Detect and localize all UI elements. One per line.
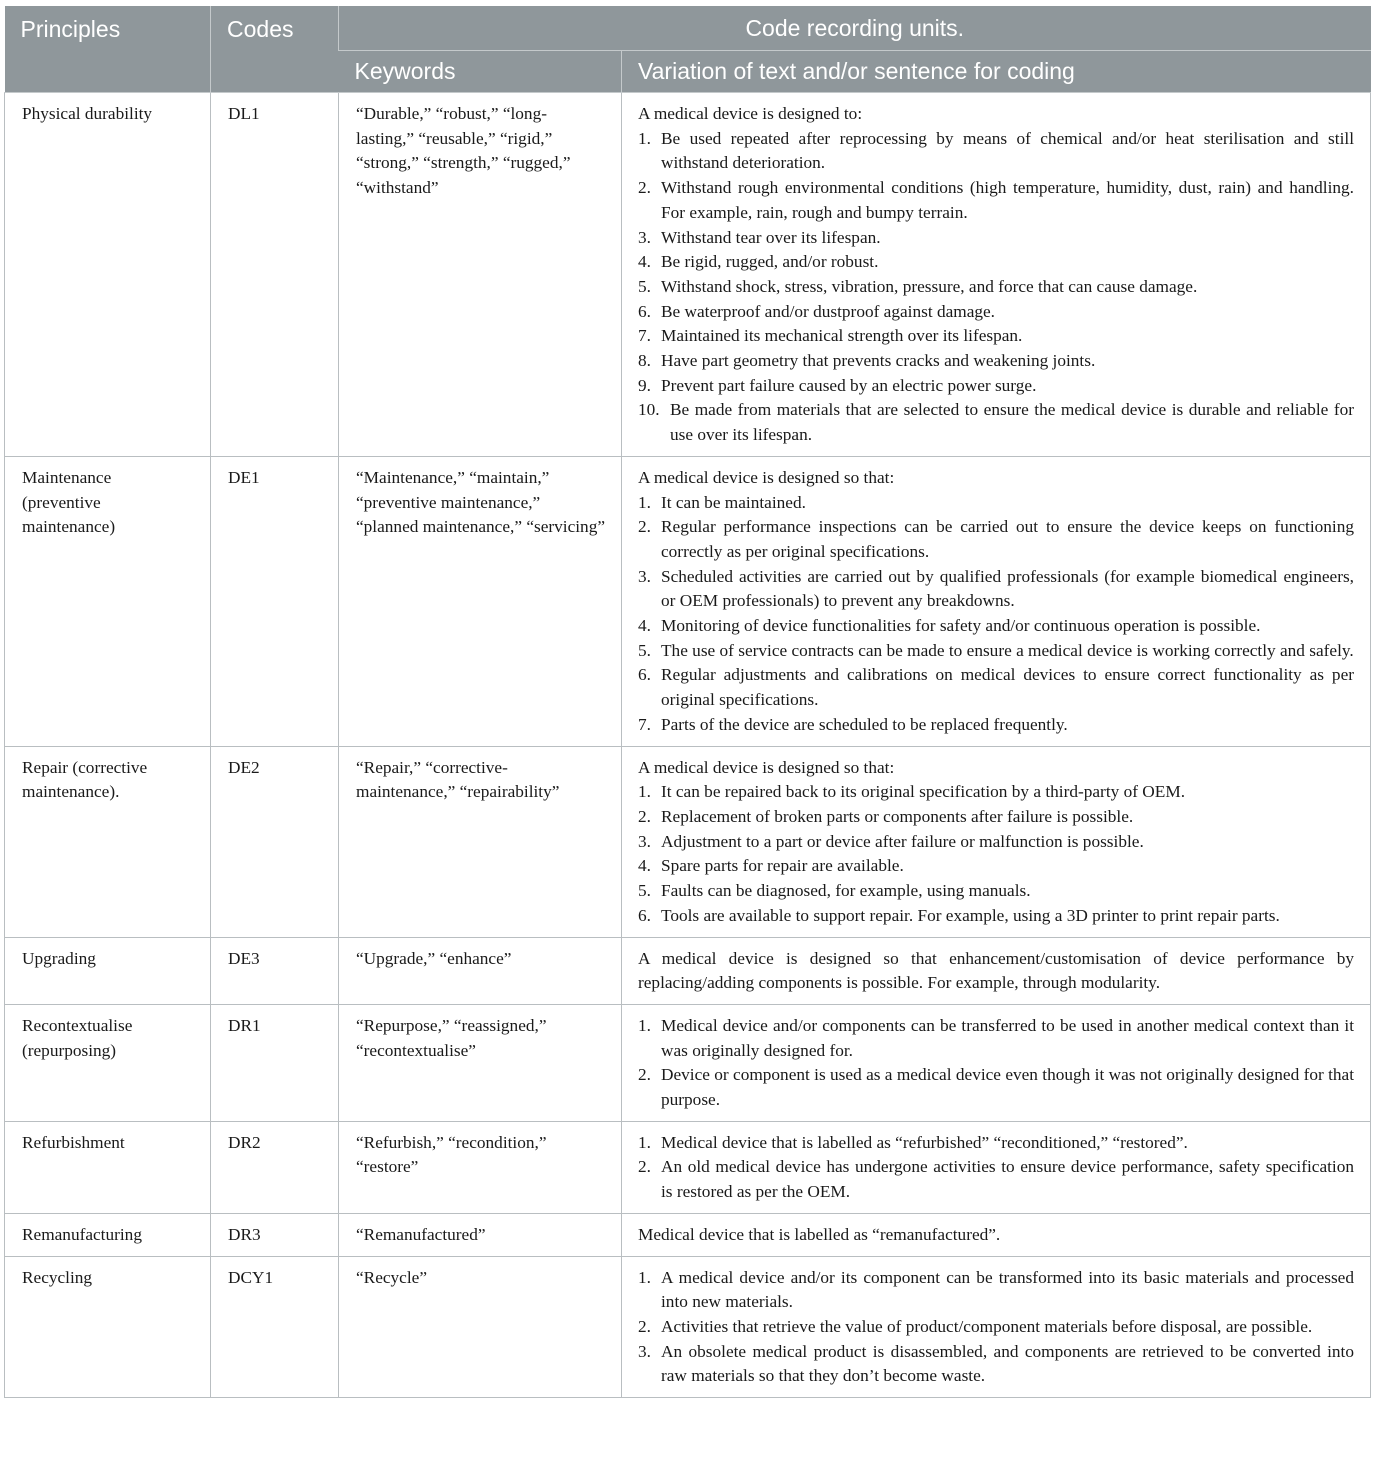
keywords-cell: “Upgrade,” “enhance”: [339, 937, 622, 1004]
list-item-text: Prevent part failure caused by an electric power surge.: [661, 375, 1037, 395]
table-row: [5, 746, 1371, 937]
keywords-cell: “Repair,” “corrective-maintenance,” “repairability”: [339, 746, 622, 937]
principle-cell: Recycling: [5, 1256, 211, 1398]
variation-cell: [622, 93, 1371, 457]
list-item-number: 6.: [638, 905, 651, 925]
variation-list: [638, 1266, 1354, 1390]
list-item: [638, 1131, 1354, 1156]
list-item-text: Medical device and/or components can be transferred to be used in another medical context than it was originally designed for.: [661, 1015, 1354, 1060]
list-item: [638, 1155, 1354, 1204]
principle-cell: Maintenance (preventive maintenance): [5, 456, 211, 746]
header-codes: Codes: [211, 6, 339, 93]
keywords-cell: “Remanufactured”: [339, 1213, 622, 1256]
list-item-text: Withstand tear over its lifespan.: [661, 227, 881, 247]
list-item-number: 7.: [638, 714, 651, 734]
list-item-number: 4.: [638, 856, 651, 876]
list-item-number: 1.: [638, 1267, 651, 1287]
table-row: [5, 1004, 1371, 1121]
list-item-text: It can be repaired back to its original specification by a third-party of OEM.: [661, 782, 1186, 802]
header-principles: Principles: [5, 6, 211, 93]
table-row: [5, 456, 1371, 746]
list-item-text: Tools are available to support repair. For example, using a 3D printer to print repair parts.: [661, 905, 1280, 925]
list-item-text: An obsolete medical product is disassembled, and components are retrieved to be converted into raw materials so that they don’t become waste.: [661, 1341, 1354, 1386]
list-item-number: 2.: [638, 1316, 651, 1336]
code-cell: DCY1: [211, 1256, 339, 1398]
header-variation: Variation of text and/or sentence for coding: [622, 51, 1371, 93]
variation-cell: [622, 1256, 1371, 1398]
header-keywords: Keywords: [339, 51, 622, 93]
list-item-number: 3.: [638, 566, 651, 586]
list-item-number: 6.: [638, 665, 651, 685]
variation-cell: [622, 1213, 1371, 1256]
coding-table: [4, 6, 1371, 1398]
list-item-text: Have part geometry that prevents cracks and weakening joints.: [661, 351, 1096, 371]
list-item-text: Faults can be diagnosed, for example, using manuals.: [661, 881, 1031, 901]
list-item: [638, 904, 1354, 929]
list-item: [638, 374, 1354, 399]
list-item-number: 2.: [638, 517, 651, 537]
list-item: [638, 879, 1354, 904]
list-item-text: An old medical device has undergone activities to ensure device performance, safety specification is restored as per the OEM.: [661, 1157, 1354, 1202]
keywords-cell: “Maintenance,” “maintain,” “preventive maintenance,” “planned maintenance,” “servicing”: [339, 456, 622, 746]
list-item: [638, 349, 1354, 374]
code-cell: DR2: [211, 1121, 339, 1213]
table-header: [5, 6, 1371, 93]
list-item-number: 9.: [638, 375, 651, 395]
variation-cell: [622, 1121, 1371, 1213]
variation-intro: A medical device is designed to:: [638, 104, 863, 123]
list-item: [638, 780, 1354, 805]
list-item: [638, 713, 1354, 738]
variation-cell: [622, 456, 1371, 746]
list-item: [638, 300, 1354, 325]
list-item: [638, 491, 1354, 516]
list-item-text: Be used repeated after reprocessing by means of chemical and/or heat sterilisation and still withstand deterioration.: [661, 128, 1354, 173]
list-item: [638, 324, 1354, 349]
list-item-number: 10.: [638, 400, 660, 420]
principle-cell: Refurbishment: [5, 1121, 211, 1213]
list-item-text: Replacement of broken parts or components after failure is possible.: [661, 806, 1134, 826]
list-item: [638, 830, 1354, 855]
code-cell: DE1: [211, 456, 339, 746]
principle-cell: Repair (corrective maintenance).: [5, 746, 211, 937]
list-item-number: 1.: [638, 782, 651, 802]
keywords-cell: “Durable,” “robust,” “long-lasting,” “reusable,” “rigid,” “strong,” “strength,” “rugged,” “withstand”: [339, 93, 622, 457]
list-item-number: 2.: [638, 178, 651, 198]
list-item-number: 1.: [638, 128, 651, 148]
variation-cell: [622, 937, 1371, 1004]
keywords-cell: “Recycle”: [339, 1256, 622, 1398]
list-item: [638, 398, 1354, 447]
list-item-text: It can be maintained.: [661, 492, 806, 512]
list-item-number: 3.: [638, 1341, 651, 1361]
list-item-number: 1.: [638, 492, 651, 512]
list-item-number: 5.: [638, 276, 651, 296]
list-item: [638, 805, 1354, 830]
principle-cell: Recontextualise (repurposing): [5, 1004, 211, 1121]
list-item-number: 2.: [638, 1157, 651, 1177]
table-row: [5, 1256, 1371, 1398]
list-item-text: Monitoring of device functionalities for safety and/or continuous operation is possible.: [661, 616, 1261, 636]
list-item-number: 1.: [638, 1132, 651, 1152]
variation-cell: [622, 1004, 1371, 1121]
variation-cell: [622, 746, 1371, 937]
list-item: [638, 639, 1354, 664]
list-item-number: 6.: [638, 301, 651, 321]
list-item-number: 5.: [638, 640, 651, 660]
table-row: [5, 937, 1371, 1004]
list-item-text: Be made from materials that are selected to ensure the medical device is durable and reliable for use over its lifespan.: [670, 400, 1354, 445]
list-item-number: 3.: [638, 227, 651, 247]
variation-intro: A medical device is designed so that:: [638, 757, 895, 777]
list-item: [638, 1063, 1354, 1112]
variation-intro: A medical device is designed so that:: [638, 467, 895, 487]
list-item-text: Parts of the device are scheduled to be replaced frequently.: [661, 714, 1068, 734]
list-item-number: 1.: [638, 1015, 651, 1035]
table-row: [5, 93, 1371, 457]
list-item-number: 4.: [638, 252, 651, 272]
list-item-text: Device or component is used as a medical device even though it was not originally designed for that purpose.: [661, 1065, 1354, 1110]
code-cell: DR3: [211, 1213, 339, 1256]
list-item: [638, 1340, 1354, 1389]
table-row: [5, 1121, 1371, 1213]
list-item-text: A medical device and/or its component can be transformed into its basic materials and processed into new materials.: [661, 1267, 1354, 1312]
variation-list: [638, 780, 1354, 928]
code-cell: DR1: [211, 1004, 339, 1121]
code-cell: DE3: [211, 937, 339, 1004]
variation-list: [638, 491, 1354, 738]
list-item: [638, 127, 1354, 176]
list-item: [638, 226, 1354, 251]
list-item: [638, 565, 1354, 614]
principle-cell: Remanufacturing: [5, 1213, 211, 1256]
variation-intro: A medical device is designed so that enhancement/customisation of device performance by replacing/adding components is possible. For example, through modularity.: [638, 948, 1354, 993]
principle-cell: Physical durability: [5, 93, 211, 457]
table-row: [5, 1213, 1371, 1256]
list-item: [638, 1266, 1354, 1315]
variation-list: [638, 1131, 1354, 1205]
list-item-number: 2.: [638, 806, 651, 826]
keywords-cell: “Refurbish,” “recondition,” “restore”: [339, 1121, 622, 1213]
list-item-number: 4.: [638, 616, 651, 636]
list-item: [638, 515, 1354, 564]
list-item-text: Withstand shock, stress, vibration, pressure, and force that can cause damage.: [661, 276, 1198, 296]
variation-list: [638, 127, 1354, 448]
variation-intro: Medical device that is labelled as “remanufactured”.: [638, 1224, 1001, 1244]
list-item-number: 7.: [638, 326, 651, 346]
list-item-text: Be waterproof and/or dustproof against damage.: [661, 301, 995, 321]
list-item-number: 2.: [638, 1065, 651, 1085]
list-item-text: Maintained its mechanical strength over its lifespan.: [661, 326, 1023, 346]
list-item-text: Scheduled activities are carried out by qualified professionals (for example biomedical engineers, or OEM professionals) to prevent any breakdowns.: [661, 566, 1354, 611]
list-item-text: Activities that retrieve the value of product/component materials before disposal, are possible.: [661, 1316, 1313, 1336]
list-item-text: Regular adjustments and calibrations on medical devices to ensure correct functionality as per original specifications.: [661, 665, 1354, 710]
header-code-recording-units: Code recording units.: [339, 6, 1371, 51]
list-item-number: 3.: [638, 831, 651, 851]
list-item-text: The use of service contracts can be made to ensure a medical device is working correctly and safely.: [661, 640, 1354, 660]
list-item: [638, 663, 1354, 712]
code-cell: DE2: [211, 746, 339, 937]
list-item: [638, 176, 1354, 225]
list-item: [638, 614, 1354, 639]
list-item-number: 8.: [638, 351, 651, 371]
code-cell: DL1: [211, 93, 339, 457]
list-item: [638, 854, 1354, 879]
list-item-text: Medical device that is labelled as “refurbished” “reconditioned,” “restored”.: [661, 1132, 1188, 1152]
coding-table-container: [4, 6, 1370, 1398]
list-item-text: Regular performance inspections can be carried out to ensure the device keeps on functioning correctly as per original specifications.: [661, 517, 1354, 561]
list-item: [638, 250, 1354, 275]
keywords-cell: “Repurpose,” “reassigned,” “recontextualise”: [339, 1004, 622, 1121]
list-item: [638, 275, 1354, 300]
list-item-text: Spare parts for repair are available.: [661, 856, 904, 876]
list-item: [638, 1315, 1354, 1340]
list-item: [638, 1014, 1354, 1063]
table-body: [5, 93, 1371, 1398]
list-item-text: Be rigid, rugged, and/or robust.: [661, 252, 879, 272]
list-item-text: Adjustment to a part or device after failure or malfunction is possible.: [661, 831, 1144, 851]
variation-list: [638, 1014, 1354, 1113]
principle-cell: Upgrading: [5, 937, 211, 1004]
list-item-number: 5.: [638, 881, 651, 901]
list-item-text: Withstand rough environmental conditions (high temperature, humidity, dust, rain) and handling. For example, rain, rough and bumpy terrain.: [661, 178, 1354, 222]
